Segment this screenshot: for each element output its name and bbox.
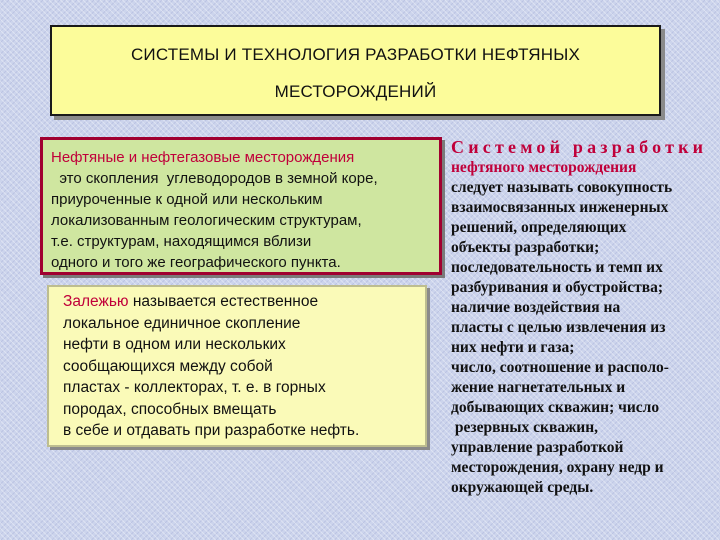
system-term-line-2: нефтяного месторождения: [451, 159, 637, 176]
oil-field-text-line: это скопления углеводородов в земной коре,: [51, 170, 378, 187]
system-text-line: разбуривания и обустройства;: [451, 279, 664, 296]
system-text-line: взаимосвязанных инженерных: [451, 199, 669, 216]
development-system-definition: [451, 136, 717, 498]
system-text-line: резервных скважин,: [451, 419, 599, 436]
system-text-line: последовательность и темп их: [451, 259, 663, 276]
system-text-line: пласты с целью извлечения из: [451, 319, 666, 336]
deposit-first-line: [63, 291, 419, 313]
system-text-line: управление разработкой: [451, 439, 624, 456]
system-text-line: число, соотношение и располо-: [451, 359, 669, 376]
deposit-definition-box: [47, 285, 427, 447]
oil-field-text-line: приуроченные к одной или нескольким: [51, 191, 323, 208]
deposit-text-line: нефти в одном или нескольких: [63, 336, 286, 353]
deposit-text-line: в себе и отдавать при разработке нефть.: [63, 422, 360, 439]
deposit-text-line: сообщающихся между собой: [63, 357, 273, 375]
oil-field-text-line: т.е. структурам, находящимся вблизи: [51, 233, 312, 250]
title-line-2: МЕСТОРОЖДЕНИЙ: [274, 82, 437, 101]
system-text-line: окружающей среды.: [451, 479, 594, 496]
title-line-1: СИСТЕМЫ И ТЕХНОЛОГИЯ РАЗРАБОТКИ НЕФТЯНЫХ: [130, 45, 581, 64]
system-text-line: добывающих скважин; число: [451, 399, 660, 416]
deposit-first-line-rest: называется естественное: [128, 293, 319, 310]
system-text-line: объекты разработки;: [451, 239, 600, 256]
system-text-line: них нефти и газа;: [451, 339, 575, 356]
deposit-text-line: локальное единичное скопление: [63, 314, 301, 332]
system-text-line: следует называть совокупность: [451, 179, 673, 196]
oil-field-text-line: локализованным геологическим структурам,: [51, 212, 362, 229]
oil-field-definition-box: [40, 137, 442, 275]
system-text-line: жение нагнетательных и: [451, 379, 626, 396]
oil-field-term: Нефтяные и нефтегазовые месторождения: [51, 149, 355, 166]
system-text-line: наличие воздействия на: [451, 299, 621, 316]
deposit-text-line: пластах - коллекторах, т. е. в горных: [63, 379, 326, 396]
deposit-text-line: породах, способных вмещать: [63, 400, 277, 418]
deposit-term: Залежью: [63, 293, 129, 310]
system-text-line: решений, определяющих: [451, 219, 627, 236]
oil-field-text-line: одного и того же географического пункта.: [51, 254, 341, 271]
title-box: [50, 25, 661, 116]
system-term-line-1: Системой разработки: [451, 137, 708, 157]
system-text-line: месторождения, охрану недр и: [451, 459, 664, 476]
